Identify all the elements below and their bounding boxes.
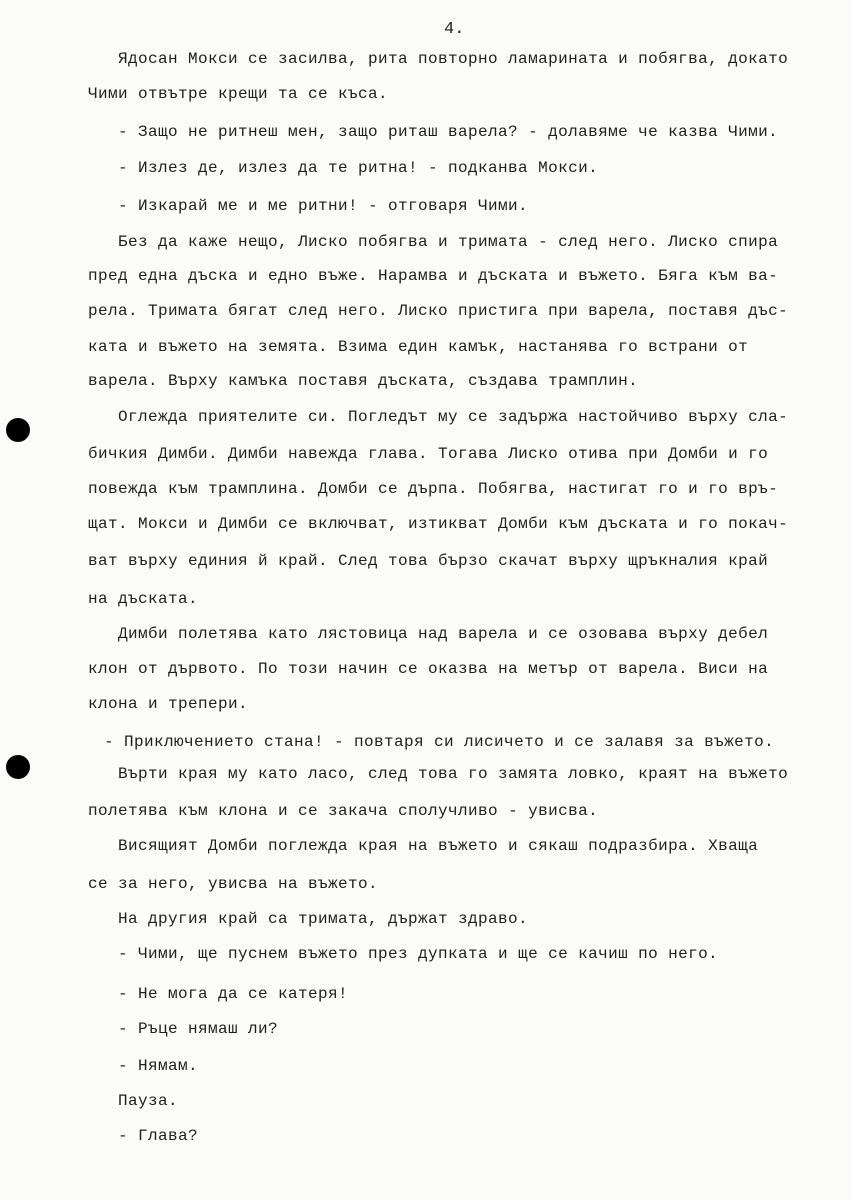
text-line: - Излез де, излез да те ритна! - подканва Мокси. [118, 159, 599, 177]
text-line: Върти края му като ласо, след това го замята ловко, краят на въжето [118, 765, 789, 783]
text-line: ват върху единия й край. След това бързо скачат върху щръкналия край [88, 552, 769, 570]
text-line: - Чими, ще пуснем въжето през дупката и ще се качиш по него. [118, 945, 719, 963]
text-line: полетява към клона и се закача сполучливо - увисва. [88, 802, 599, 820]
punch-hole-upper [6, 418, 30, 442]
text-line: - Ръце нямаш ли? [118, 1020, 279, 1038]
text-line: пред една дъска и едно въже. Нарамва и дъската и въжето. Бяга към ва- [88, 267, 779, 285]
text-line: - Изкарай ме и ме ритни! - отговаря Чими. [118, 197, 529, 215]
text-line: се за него, увисва на въжето. [88, 875, 379, 893]
text-line: клон от дървото. По този начин се оказва на метър от варела. Виси на [88, 660, 769, 678]
text-line: повежда към трамплина. Домби се дърпа. Побягва, настигат го и го връ- [88, 480, 779, 498]
text-line: - Не мога да се катеря! [118, 985, 349, 1003]
text-line: Димби полетява като лястовица над варела и се озовава върху дебел [118, 625, 769, 643]
text-line: Пауза. [118, 1092, 179, 1110]
text-line: - Глава? [118, 1127, 199, 1145]
punch-hole-lower [6, 755, 30, 779]
text-line: - Приключението стана! - повтаря си лисичето и се залавя за въжето. [104, 733, 775, 751]
text-line: Ядосан Мокси се засилва, рита повторно ламарината и побягва, докато [118, 50, 789, 68]
text-line: На другия край са тримата, държат здраво. [118, 910, 529, 928]
text-line: Чими отвътре крещи та се къса. [88, 85, 389, 103]
text-line: рела. Тримата бягат след него. Лиско пристига при варела, поставя дъс- [88, 302, 789, 320]
text-line: Без да каже нещо, Лиско побягва и тримата - след него. Лиско спира [118, 233, 779, 251]
text-line: щат. Мокси и Димби се включват, изтикват Домби към дъската и го покач- [88, 515, 789, 533]
page-number: 4. [444, 20, 465, 39]
text-line: варела. Върху камъка поставя дъската, създава трамплин. [88, 372, 639, 390]
text-line: бичкия Димби. Димби навежда глава. Тогава Лиско отива при Домби и го [88, 445, 769, 463]
text-line: - Нямам. [118, 1057, 199, 1075]
text-line: ката и въжето на земята. Взима един камък, настанява го встрани от [88, 338, 749, 356]
text-line: Висящият Домби поглежда края на въжето и сякаш подразбира. Хваща [118, 837, 759, 855]
text-line: Оглежда приятелите си. Погледът му се задържа настойчиво върху сла- [118, 408, 789, 426]
text-line: клона и трепери. [88, 695, 249, 713]
text-line: - Защо не ритнеш мен, защо риташ варела? - долавяме че казва Чими. [118, 123, 779, 141]
text-line: на дъската. [88, 590, 199, 608]
